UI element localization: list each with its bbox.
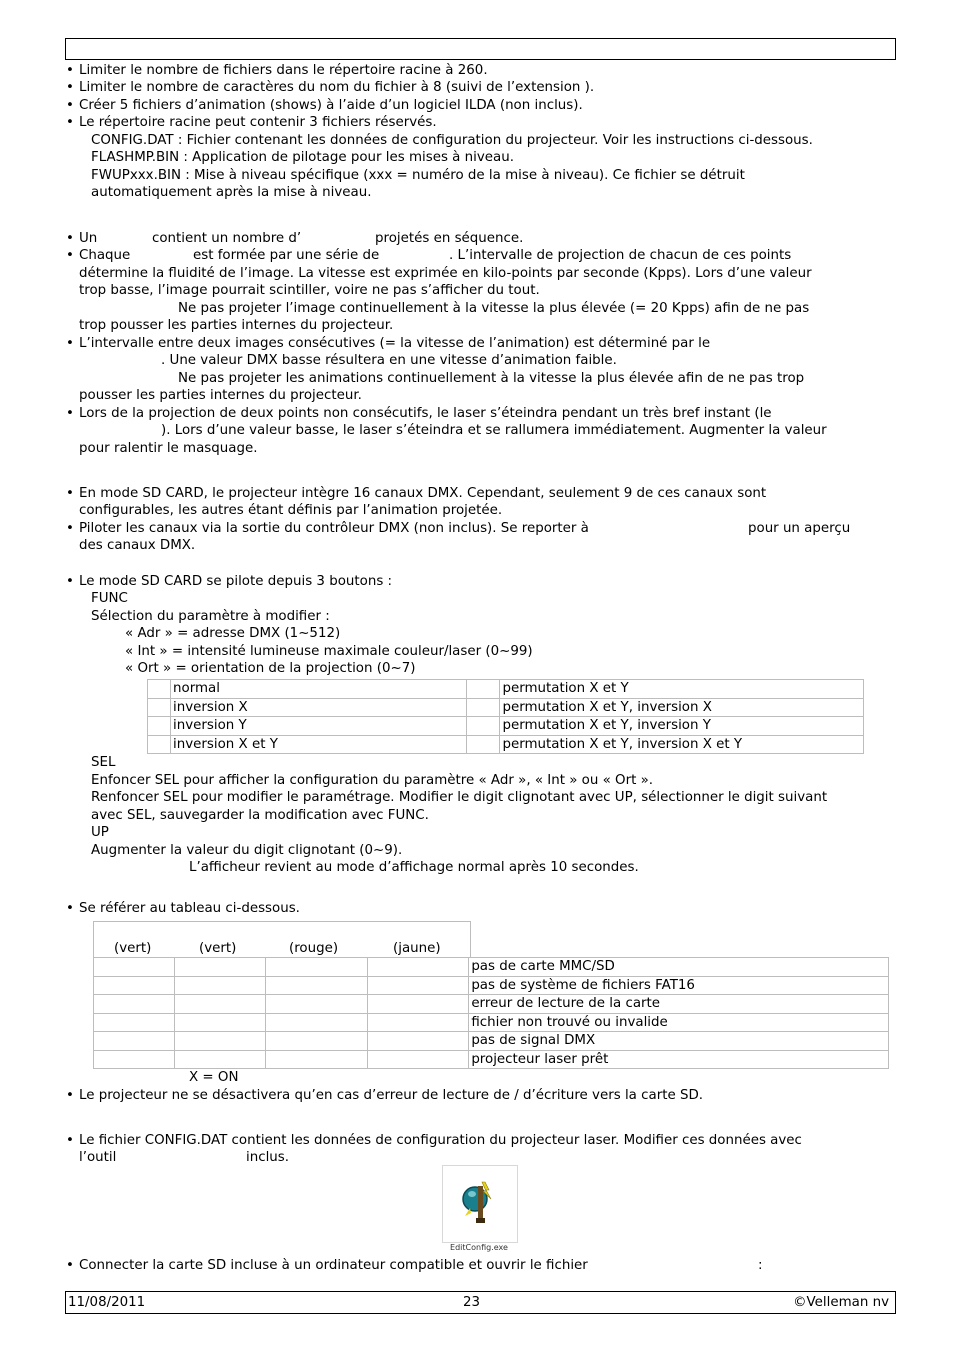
status-header-red: (rouge) (289, 941, 339, 956)
table-cell: inversion X et Y (171, 735, 467, 754)
bullet: • (66, 574, 74, 589)
status-row-label: pas de système de fichiers FAT16 (469, 976, 889, 995)
config-line-1: Le fichier CONFIG.DAT contient les données de configuration du projecteur laser. Modifier ces données avec (79, 1133, 802, 1148)
status-header-green-1: (vert) (114, 941, 152, 956)
dmx-b2-a: Piloter les canaux via la sortie du contrôleur DMX (non inclus). Se reporter à (79, 521, 589, 536)
footer-brand: ©Velleman nv (793, 1295, 889, 1310)
anim-b1-a: Un (79, 231, 98, 246)
orientation-table (147, 679, 864, 754)
status-row-label: pas de carte MMC/SD (469, 958, 889, 977)
table-row (94, 1032, 889, 1051)
files-item-1: Limiter le nombre de fichiers dans le répertoire racine à 260. (79, 63, 488, 78)
status-row-label: projecteur laser prêt (469, 1050, 889, 1069)
footer-page-number: 23 (463, 1295, 481, 1310)
header-box (65, 38, 896, 60)
buttons-intro: Le mode SD CARD se pilote depuis 3 boutons : (79, 574, 393, 589)
anim-b3-l1: L’intervalle entre deux images consécutives (= la vitesse de l’animation) est déterminé par le (79, 336, 711, 351)
dmx-b2-b: pour un aperçu (748, 521, 851, 536)
param-adr: « Adr » = adresse DMX (1~512) (125, 626, 341, 641)
table-row (94, 1013, 889, 1032)
dmx-b2-l2: des canaux DMX. (79, 538, 196, 553)
status-note: Le projecteur ne se désactivera qu’en cas d’erreur de lecture de / d’écriture vers la carte SD. (79, 1088, 704, 1103)
table-cell (467, 698, 500, 717)
table-row (94, 1050, 889, 1069)
table-row (148, 735, 864, 754)
bullet: • (66, 80, 74, 95)
bullet: • (66, 63, 74, 78)
bullet: • (66, 1258, 74, 1273)
anim-b4-l1: Lors de la projection de deux points non consécutifs, le laser s’éteindra pendant un très bref instant (le (79, 406, 772, 421)
table-row (148, 717, 864, 736)
table-row (94, 995, 889, 1014)
table-cell (467, 680, 500, 699)
table-row (148, 698, 864, 717)
config-line-2b: inclus. (246, 1150, 290, 1165)
anim-b2-l3: trop basse, l’image pourrait scintiller, voire ne pas s’afficher du tout. (79, 283, 540, 298)
reserved-file-fwup: FWUPxxx.BIN : Mise à niveau spécifique (xxx = numéro de la mise à niveau). Ce fichier se détruit (91, 168, 745, 183)
reserved-file-flashmp: FLASHMP.BIN : Application de pilotage pour les mises à niveau. (91, 150, 514, 165)
status-row-label: fichier non trouvé ou invalide (469, 1013, 889, 1032)
status-row-label: erreur de lecture de la carte (469, 995, 889, 1014)
param-ort: « Ort » = orientation de la projection (0~7) (125, 661, 416, 676)
bullet: • (66, 336, 74, 351)
table-cell (467, 735, 500, 754)
dmx-b1-l1: En mode SD CARD, le projecteur intègre 16 canaux DMX. Cependant, seulement 9 de ces canaux sont (79, 486, 767, 501)
footer (65, 1291, 896, 1314)
table-cell: permutation X et Y, inversion Y (500, 717, 864, 736)
reserved-file-config: CONFIG.DAT : Fichier contenant les données de configuration du projecteur. Voir les instructions ci-dessous. (91, 133, 813, 148)
files-item-2: Limiter le nombre de caractères du nom du fichier à 8 (suivi de l’extension ). (79, 80, 595, 95)
anim-b3-l3: Ne pas projeter les animations continuellement à la vitesse la plus élevée afin de ne pas trop (178, 371, 805, 386)
table-cell (467, 717, 500, 736)
anim-b2-b: est formée par une série de (193, 248, 380, 263)
anim-b4-l3: pour ralentir le masquage. (79, 441, 258, 456)
reserved-file-fwup-cont: automatiquement après la mise à niveau. (91, 185, 372, 200)
anim-b3-l2: . Une valeur DMX basse résultera en une vitesse d’animation faible. (161, 353, 617, 368)
table-cell: permutation X et Y, inversion X et Y (500, 735, 864, 754)
table-row (94, 958, 889, 977)
func-desc: Sélection du paramètre à modifier : (91, 609, 330, 624)
bullet: • (66, 1133, 74, 1148)
dmx-b1-l2: configurables, les autres étant définis par l’animation projetée. (79, 503, 503, 518)
bullet: • (66, 1088, 74, 1103)
files-item-3: Créer 5 fichiers d’animation (shows) à l’aide d’un logiciel ILDA (non inclus). (79, 98, 583, 113)
bullet: • (66, 486, 74, 501)
bullet: • (66, 248, 74, 263)
editconfig-icon[interactable] (442, 1165, 518, 1243)
anim-b4-l2: ). Lors d’une valeur basse, le laser s’éteindra et se rallumera immédiatement. Augmenter la valeur (161, 423, 827, 438)
up-desc: Augmenter la valeur du digit clignotant (0~9). (91, 843, 403, 858)
status-header-green-2: (vert) (199, 941, 237, 956)
status-header-yellow: (jaune) (393, 941, 441, 956)
anim-b2-a: Chaque (79, 248, 131, 263)
table-cell: inversion Y (171, 717, 467, 736)
bullet: • (66, 901, 74, 916)
table-cell: inversion X (171, 698, 467, 717)
display-note: L’afficheur revient au mode d’affichage normal après 10 secondes. (189, 860, 639, 875)
config-connect-b: : (758, 1258, 763, 1273)
table-cell (148, 735, 171, 754)
table-row (148, 680, 864, 699)
anim-b2-c: . L’intervalle de projection de chacun de ces points (449, 248, 792, 263)
footer-date: 11/08/2011 (68, 1295, 146, 1310)
anim-b2-l4: Ne pas projeter l’image continuellement à la vitesse la plus élevée (= 20 Kpps) afin de ne pas (178, 301, 810, 316)
editconfig-icon-caption: EditConfig.exe (450, 1243, 508, 1252)
status-row-label: pas de signal DMX (469, 1032, 889, 1051)
anim-b1-b: contient un nombre d’ (152, 231, 302, 246)
bullet: • (66, 406, 74, 421)
table-cell (148, 717, 171, 736)
sel-label: SEL (91, 755, 116, 770)
files-item-4: Le répertoire racine peut contenir 3 fichiers réservés. (79, 115, 437, 130)
anim-b2-l5: trop pousser les parties internes du projecteur. (79, 318, 394, 333)
table-cell (148, 698, 171, 717)
anim-b3-l4: pousser les parties internes du projecteur. (79, 388, 362, 403)
sel-desc-2: Renfoncer SEL pour modifier le paramétrage. Modifier le digit clignotant avec UP, sélectionner le digit suivant (91, 790, 828, 805)
table-row (94, 976, 889, 995)
func-label: FUNC (91, 591, 128, 606)
status-intro: Se référer au tableau ci-dessous. (79, 901, 300, 916)
anim-b1-c: projetés en séquence. (375, 231, 524, 246)
anim-b2-l2: détermine la fluidité de l’image. La vitesse est exprimée en kilo-points par seconde (Kpps). Lors d’une valeur (79, 266, 812, 281)
editconfig-icon-graphic (443, 1166, 517, 1242)
sel-desc-1: Enfoncer SEL pour afficher la configuration du paramètre « Adr », « Int » ou « Ort ». (91, 773, 654, 788)
param-int: « Int » = intensité lumineuse maximale couleur/laser (0~99) (125, 644, 533, 659)
up-label: UP (91, 825, 109, 840)
table-cell: permutation X et Y (500, 680, 864, 699)
status-table (93, 957, 889, 1069)
config-connect-a: Connecter la carte SD incluse à un ordinateur compatible et ouvrir le fichier (79, 1258, 588, 1273)
bullet: • (66, 521, 74, 536)
bullet: • (66, 231, 74, 246)
table-cell (148, 680, 171, 699)
table-cell: permutation X et Y, inversion X (500, 698, 864, 717)
status-legend: X = ON (189, 1070, 239, 1085)
config-line-2a: l’outil (79, 1150, 117, 1165)
sel-desc-3: avec SEL, sauvegarder la modification avec FUNC. (91, 808, 429, 823)
bullet: • (66, 115, 74, 130)
table-cell: normal (171, 680, 467, 699)
bullet: • (66, 98, 74, 113)
